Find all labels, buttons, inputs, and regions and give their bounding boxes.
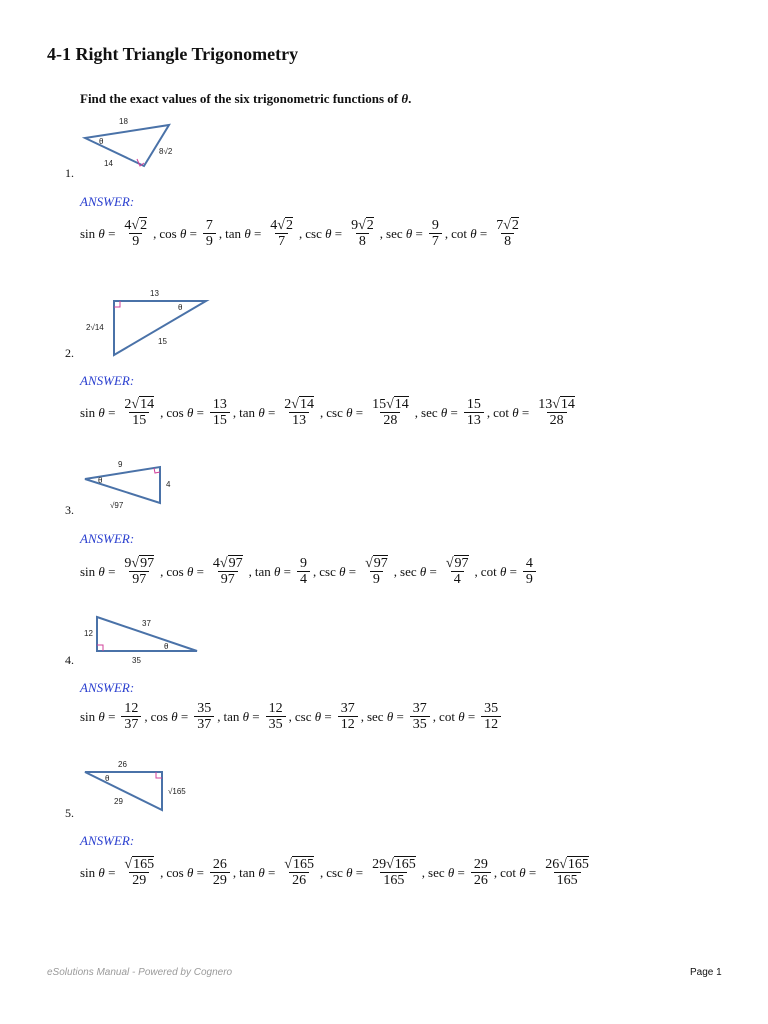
answer-label: ANSWER:: [80, 373, 135, 388]
trig-function-sin: sin θ =: [80, 864, 116, 880]
answer-equation: [80, 857, 594, 889]
numerator: 9√97: [124, 556, 155, 571]
numerator: 35: [197, 701, 212, 716]
side-label-hyp: 29: [114, 797, 123, 806]
theta-label: θ: [105, 774, 110, 783]
numerator: 29√165: [372, 857, 416, 872]
fraction-cot: [542, 857, 592, 889]
fraction-cot: [535, 397, 578, 429]
trig-function-cos: cos θ =: [150, 708, 189, 724]
fraction-sec: [464, 397, 484, 429]
numerator: 9: [299, 556, 307, 571]
trig-function-cot: cot θ =: [493, 404, 530, 420]
numerator: 7√2: [496, 218, 519, 233]
denominator: 9: [203, 233, 216, 249]
separator: ,: [319, 864, 324, 880]
separator: ,: [312, 563, 317, 579]
denominator: 7: [275, 233, 288, 249]
denominator: 4: [451, 571, 464, 587]
side-label-hyp: √97: [110, 501, 124, 510]
denominator: 97: [218, 571, 238, 587]
fraction-cot: [493, 218, 522, 250]
answer-label: ANSWER:: [80, 194, 135, 209]
numerator: 13√14: [538, 397, 575, 412]
separator: ,: [421, 864, 426, 880]
numerator: √97: [445, 556, 469, 571]
fraction-cos: [203, 218, 216, 250]
denominator: 29: [129, 872, 149, 888]
numerator: 13: [212, 397, 227, 412]
separator: ,: [232, 864, 237, 880]
fraction-sec: [443, 556, 472, 588]
denominator: 8: [501, 233, 514, 249]
trig-function-sin: sin θ =: [80, 404, 116, 420]
fraction-tan: [281, 397, 317, 429]
denominator: 29: [210, 872, 230, 888]
separator: ,: [144, 708, 148, 724]
numerator: 2√14: [284, 397, 314, 412]
separator: ,: [153, 225, 157, 241]
denominator: 165: [554, 872, 581, 888]
problem-number: 2.: [65, 346, 74, 360]
fraction-sin: [121, 701, 141, 733]
numerator: √97: [365, 556, 388, 571]
side-label-top: 13: [150, 289, 159, 298]
trig-function-tan: tan θ =: [239, 864, 276, 880]
fraction-sin: [121, 556, 157, 588]
denominator: 28: [547, 412, 567, 428]
separator: ,: [160, 864, 164, 880]
fraction-csc: [348, 218, 377, 250]
denominator: 12: [481, 716, 501, 732]
theta-label: θ: [164, 642, 169, 651]
separator: ,: [493, 864, 498, 880]
answer-equation: [80, 397, 580, 429]
separator: ,: [218, 225, 223, 241]
answer-label: ANSWER:: [80, 680, 135, 695]
fraction-cot: [523, 556, 536, 588]
trig-function-sin: sin θ =: [80, 563, 116, 579]
trig-function-cos: cos θ =: [159, 225, 197, 241]
separator: ,: [444, 225, 449, 241]
numerator: 29: [473, 857, 488, 872]
trig-function-tan: tan θ =: [239, 404, 276, 420]
numerator: 2√14: [124, 397, 155, 412]
denominator: 13: [289, 412, 309, 428]
side-label-bottom: 35: [132, 656, 141, 665]
numerator: 9√2: [351, 218, 374, 233]
denominator: 37: [194, 716, 214, 732]
fraction-csc: [369, 857, 419, 889]
trig-function-cot: cot θ =: [480, 563, 517, 579]
page-number: Page 1: [690, 967, 722, 978]
denominator: 7: [429, 233, 442, 249]
side-label-left: 14: [104, 159, 113, 168]
trig-function-sin: sin θ =: [80, 708, 116, 724]
numerator: 15√14: [372, 397, 409, 412]
separator: ,: [393, 563, 398, 579]
trig-function-tan: tan θ =: [225, 225, 262, 241]
trig-function-cot: cot θ =: [451, 225, 488, 241]
denominator: 28: [380, 412, 400, 428]
answer-equation: [80, 556, 538, 588]
numerator: 15: [466, 397, 481, 412]
trig-function-cot: cot θ =: [439, 708, 476, 724]
fraction-tan: [266, 701, 286, 733]
fraction-cos: [194, 701, 214, 733]
separator: ,: [160, 404, 164, 420]
numerator: 37: [340, 701, 355, 716]
theta-label: θ: [98, 476, 103, 485]
triangle-figure-1: [82, 113, 182, 173]
trig-function-sec: sec θ =: [386, 225, 423, 241]
fraction-tan: [297, 556, 310, 588]
side-label-top: 18: [119, 117, 128, 126]
fraction-sec: [429, 218, 442, 250]
side-label-hyp: 37: [142, 619, 151, 628]
separator: ,: [288, 708, 292, 724]
trig-function-cot: cot θ =: [500, 864, 537, 880]
separator: ,: [486, 404, 491, 420]
side-label-top: 9: [118, 460, 123, 469]
theta-symbol: θ: [401, 91, 409, 106]
fraction-csc: [338, 701, 358, 733]
numerator: 26: [212, 857, 227, 872]
side-label-left: 2√14: [86, 323, 104, 332]
trig-function-cos: cos θ =: [166, 864, 204, 880]
trig-function-csc: csc θ =: [319, 563, 357, 579]
fraction-sec: [410, 701, 430, 733]
fraction-tan: [281, 857, 317, 889]
separator: ,: [319, 404, 324, 420]
numerator: 4√2: [124, 218, 148, 233]
fraction-tan: [267, 218, 296, 250]
trig-function-csc: csc θ =: [326, 864, 364, 880]
fraction-sin: [121, 397, 157, 429]
denominator: 165: [380, 872, 407, 888]
trig-function-csc: csc θ =: [326, 404, 364, 420]
instructions: Find the exact values of the six trigonometric functions of θ.: [80, 91, 412, 106]
side-label-right: 4: [166, 480, 171, 489]
separator: ,: [248, 563, 252, 579]
denominator: 35: [410, 716, 430, 732]
side-label-top: 26: [118, 760, 127, 769]
separator: ,: [217, 708, 221, 724]
separator: ,: [414, 404, 419, 420]
answer-equation: [80, 701, 503, 733]
fraction-cos: [210, 556, 246, 588]
numerator: 4√2: [270, 218, 293, 233]
answer-equation: [80, 218, 524, 250]
numerator: 26√165: [545, 857, 589, 872]
separator: ,: [232, 404, 237, 420]
numerator: 9: [431, 218, 439, 233]
problem-number: 4.: [65, 653, 74, 667]
triangle-figure-3: [82, 458, 182, 514]
footer-credit: eSolutions Manual - Powered by Cognero: [47, 967, 233, 978]
trig-function-tan: tan θ =: [254, 563, 291, 579]
denominator: 15: [129, 412, 149, 428]
denominator: 26: [289, 872, 309, 888]
denominator: 8: [356, 233, 369, 249]
denominator: 35: [266, 716, 286, 732]
numerator: 7: [205, 218, 213, 233]
fraction-cos: [210, 397, 230, 429]
trig-function-sec: sec θ =: [366, 708, 404, 724]
answer-label: ANSWER:: [80, 833, 135, 848]
denominator: 13: [464, 412, 484, 428]
page-title: 4-1 Right Triangle Trigonometry: [47, 44, 299, 64]
numerator: 12: [268, 701, 283, 716]
fraction-cos: [210, 857, 230, 889]
numerator: 35: [484, 701, 499, 716]
fraction-sec: [471, 857, 491, 889]
theta-label: θ: [99, 137, 104, 146]
triangle-figure-2: [84, 286, 214, 358]
denominator: 26: [471, 872, 491, 888]
separator: ,: [160, 563, 164, 579]
denominator: 12: [338, 716, 358, 732]
trig-function-csc: csc θ =: [294, 708, 332, 724]
numerator: 4√97: [212, 556, 243, 571]
theta-label: θ: [178, 303, 183, 312]
trig-function-tan: tan θ =: [223, 708, 260, 724]
denominator: 9: [370, 571, 383, 587]
trig-function-cos: cos θ =: [166, 563, 204, 579]
numerator: 12: [124, 701, 139, 716]
side-label-right: 8√2: [159, 147, 173, 156]
denominator: 9: [129, 233, 142, 249]
problem-number: 3.: [65, 503, 74, 517]
answer-label: ANSWER:: [80, 531, 135, 546]
separator: ,: [360, 708, 364, 724]
trig-function-sec: sec θ =: [428, 864, 465, 880]
fraction-sin: [121, 857, 157, 889]
numerator: 4: [525, 556, 533, 571]
numerator: 37: [412, 701, 427, 716]
trig-function-cos: cos θ =: [166, 404, 204, 420]
denominator: 37: [121, 716, 141, 732]
numerator: √165: [284, 857, 314, 872]
fraction-sin: [121, 218, 150, 250]
trig-function-sec: sec θ =: [400, 563, 437, 579]
trig-function-sin: sin θ =: [80, 225, 116, 241]
problem-number: 5.: [65, 806, 74, 820]
separator: ,: [379, 225, 384, 241]
separator: ,: [298, 225, 303, 241]
fraction-csc: [369, 397, 412, 429]
denominator: 15: [210, 412, 230, 428]
trig-function-csc: csc θ =: [305, 225, 343, 241]
denominator: 4: [297, 571, 310, 587]
fraction-cot: [481, 701, 501, 733]
separator: ,: [474, 563, 478, 579]
numerator: √165: [124, 857, 155, 872]
triangle-figure-4: [80, 614, 205, 668]
side-label-right: √165: [168, 787, 186, 796]
separator: ,: [432, 708, 437, 724]
triangle-figure-5: [82, 757, 192, 815]
trig-function-sec: sec θ =: [421, 404, 458, 420]
fraction-csc: [362, 556, 391, 588]
side-label-hyp: 15: [158, 337, 167, 346]
side-label-left: 12: [84, 629, 93, 638]
problem-number: 1.: [65, 166, 74, 180]
denominator: 97: [129, 571, 149, 587]
denominator: 9: [523, 571, 536, 587]
